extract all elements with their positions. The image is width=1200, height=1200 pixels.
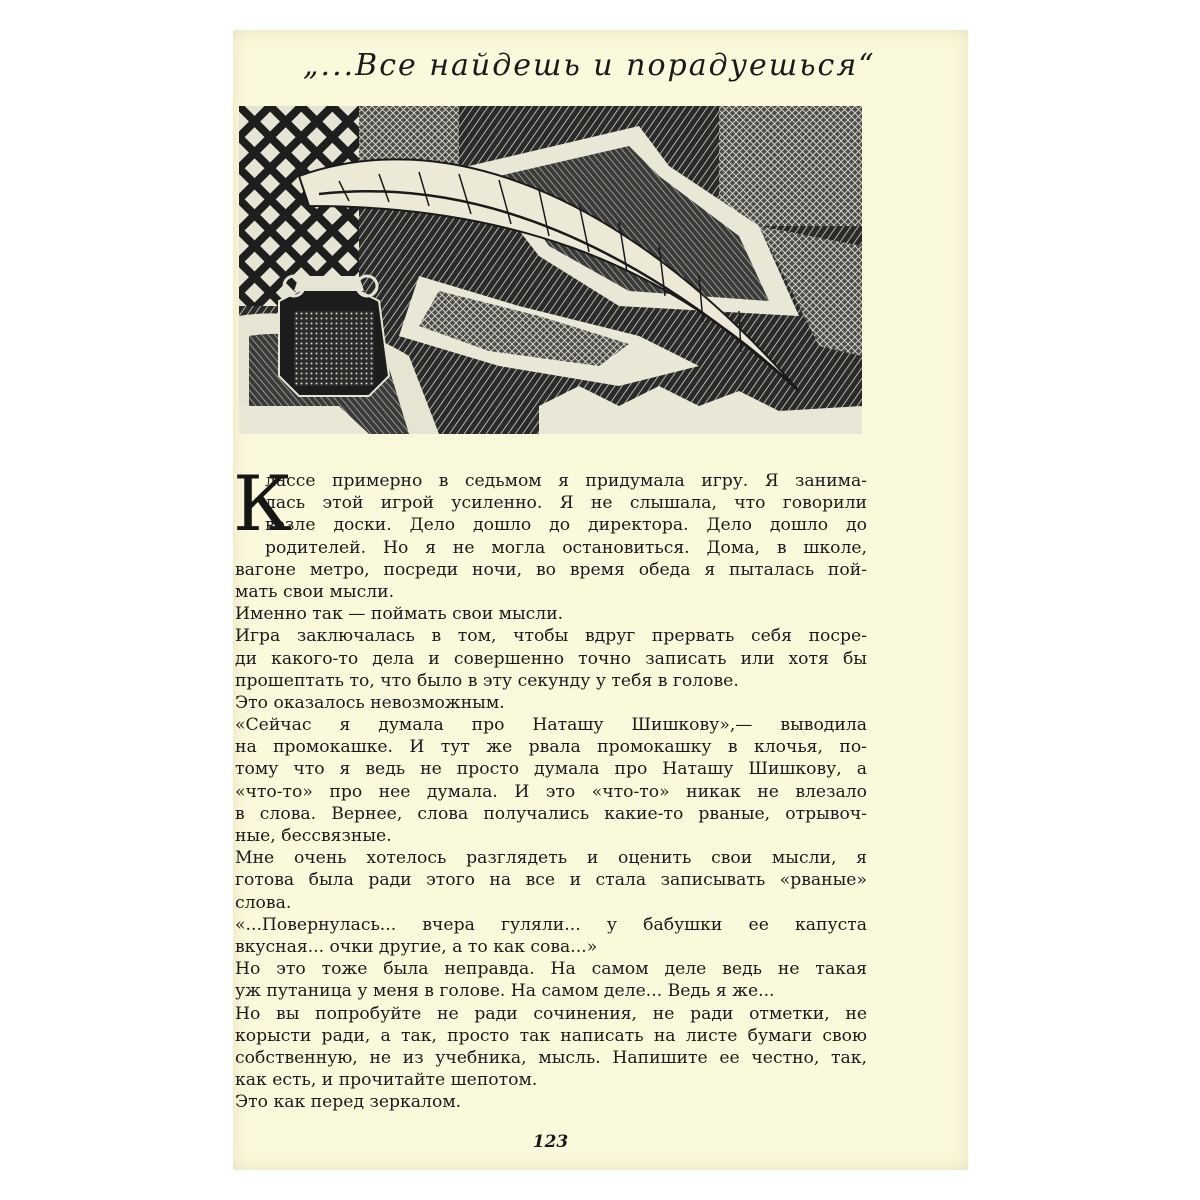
text-line: «Сейчас я думала про Наташу Шишкову»,— выводила bbox=[235, 715, 867, 736]
text-line: готова была ради этого на все и стала записывать «рваные» bbox=[235, 870, 867, 891]
text-line: возле доски. Дело дошло до директора. Дело дошло до bbox=[265, 515, 867, 536]
text-line: как есть, и прочитайте шепотом. bbox=[235, 1070, 538, 1091]
drop-cap: К bbox=[233, 459, 292, 548]
text-line: слова. bbox=[235, 892, 292, 913]
text-line: Это как перед зеркалом. bbox=[235, 1092, 462, 1113]
text-line: в слова. Вернее, слова получались какие-то рваные, отрывоч- bbox=[235, 803, 867, 824]
engraving-illustration bbox=[239, 106, 862, 434]
text-line: прошептать то, что было в эту секунду у тебя в голове. bbox=[235, 670, 739, 691]
text-line: Игра заключалась в том, чтобы вдруг прервать себя посре- bbox=[235, 626, 867, 647]
text-line: корысти ради, а так, просто так написать на листе бумаги свою bbox=[235, 1025, 867, 1046]
text-line: лась этой игрой усиленно. Я не слышала, что говорили bbox=[265, 493, 867, 514]
page-title: „...Все найдешь и порадуешься“ bbox=[303, 48, 876, 83]
text-line: уж путаница у меня в голове. На самом деле... Ведь я же... bbox=[235, 981, 775, 1002]
text-line: Мне очень хотелось разглядеть и оценить свои мысли, я bbox=[235, 848, 867, 869]
text-line: мать свои мысли. bbox=[235, 581, 395, 602]
page-number: 123 bbox=[532, 1132, 569, 1152]
text-line: «...Повернулась... вчера гуляли... у бабушки ее капуста bbox=[235, 914, 867, 935]
text-line: Именно так — поймать свои мысли. bbox=[235, 604, 564, 625]
text-line: лассе примерно в седьмом я придумала игру. Я занима- bbox=[265, 471, 867, 491]
body-text bbox=[235, 470, 867, 1113]
text-line: вагоне метро, посреди ночи, во время обеда я пыталась пой- bbox=[235, 559, 867, 580]
text-line: на промокашке. И тут же рвала промокашку в клочья, по- bbox=[235, 737, 867, 758]
text-line: вкусная... очки другие, а то как сова...» bbox=[235, 936, 598, 957]
text-line: Но вы попробуйте не ради сочинения, не ради отметки, не bbox=[235, 1003, 867, 1024]
text-line: родителей. Но я не могла остановиться. Дома, в школе, bbox=[265, 537, 867, 558]
text-line: Это оказалось невозможным. bbox=[235, 692, 505, 713]
text-line: ди какого-то дела и совершенно точно записать или хотя бы bbox=[235, 648, 867, 669]
text-line: «что-то» про нее думала. И это «что-то» никак не влезало bbox=[235, 781, 867, 802]
text-line: собственную, не из учебника, мысль. Напишите ее честно, так, bbox=[235, 1047, 867, 1068]
text-line: ные, бессвязные. bbox=[235, 826, 392, 846]
book-page bbox=[233, 30, 968, 1170]
text-line: Но это тоже была неправда. На самом деле ведь не такая bbox=[235, 959, 867, 980]
text-line: тому что я ведь не просто думала про Наташу Шишкову, а bbox=[235, 759, 867, 780]
